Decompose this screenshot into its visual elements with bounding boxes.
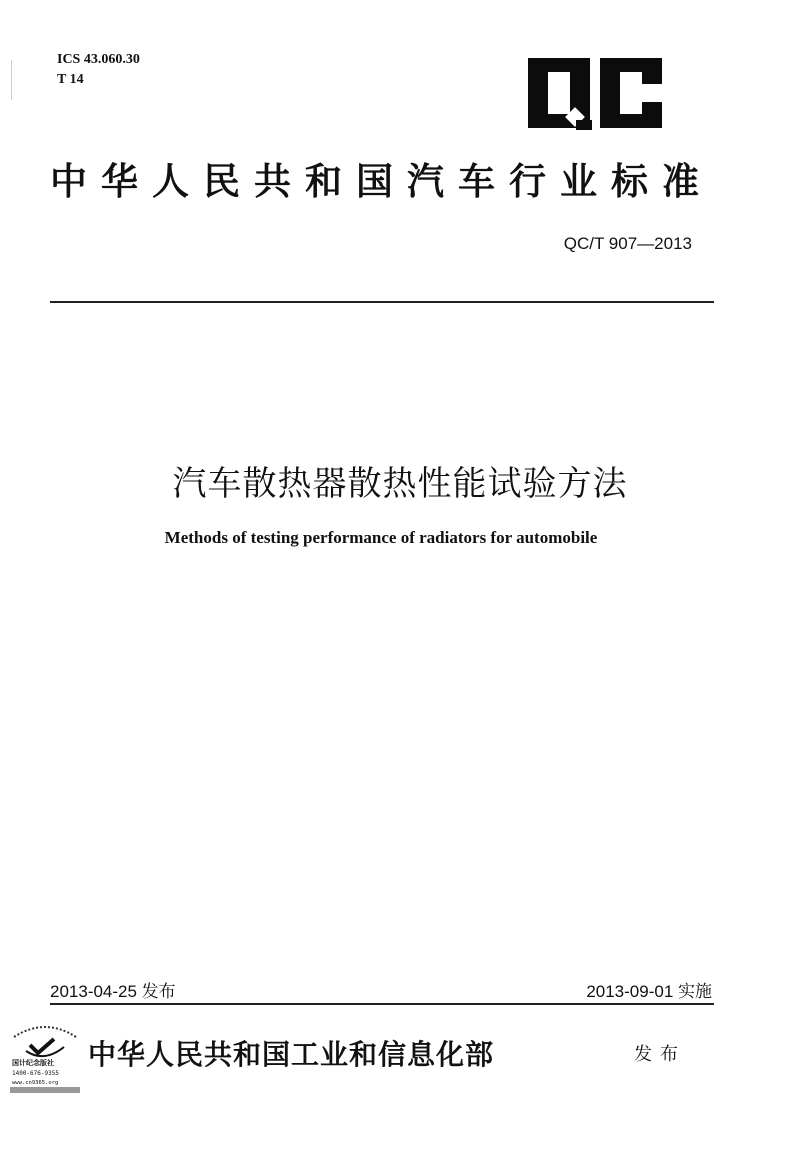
- standard-organization-title: 中华人民共和国汽车行业标准: [50, 159, 713, 203]
- classification-code: T 14: [57, 72, 84, 87]
- publisher-name: 中华人民共和国工业和信息化部: [88, 1038, 495, 1071]
- publisher-seal-stamp: [8, 1015, 82, 1095]
- standard-code: QC/T 907—2013: [563, 234, 692, 253]
- publish-label: 发布: [634, 1044, 686, 1065]
- top-divider: [50, 301, 714, 303]
- qc-logo-q-block: [528, 58, 590, 128]
- qc-logo-c-block: [600, 58, 662, 128]
- qc-logo: [528, 58, 664, 128]
- issue-date: 2013-04-25 发布: [50, 982, 176, 1001]
- stamp-line-2: 1400-676-9355: [12, 1070, 59, 1077]
- bottom-divider: [50, 1003, 714, 1005]
- scan-edge-mark: [11, 60, 12, 100]
- ics-number: ICS 43.060.30: [57, 52, 140, 67]
- implementation-date: 2013-09-01 实施: [586, 982, 712, 1001]
- stamp-line-1: 国计纪念版社: [12, 1059, 54, 1067]
- document-title-chinese: 汽车散热器散热性能试验方法: [172, 464, 628, 504]
- stamp-line-3: www.cn9365.org: [12, 1080, 59, 1086]
- document-title-english: Methods of testing performance of radiators for automobile: [164, 528, 598, 547]
